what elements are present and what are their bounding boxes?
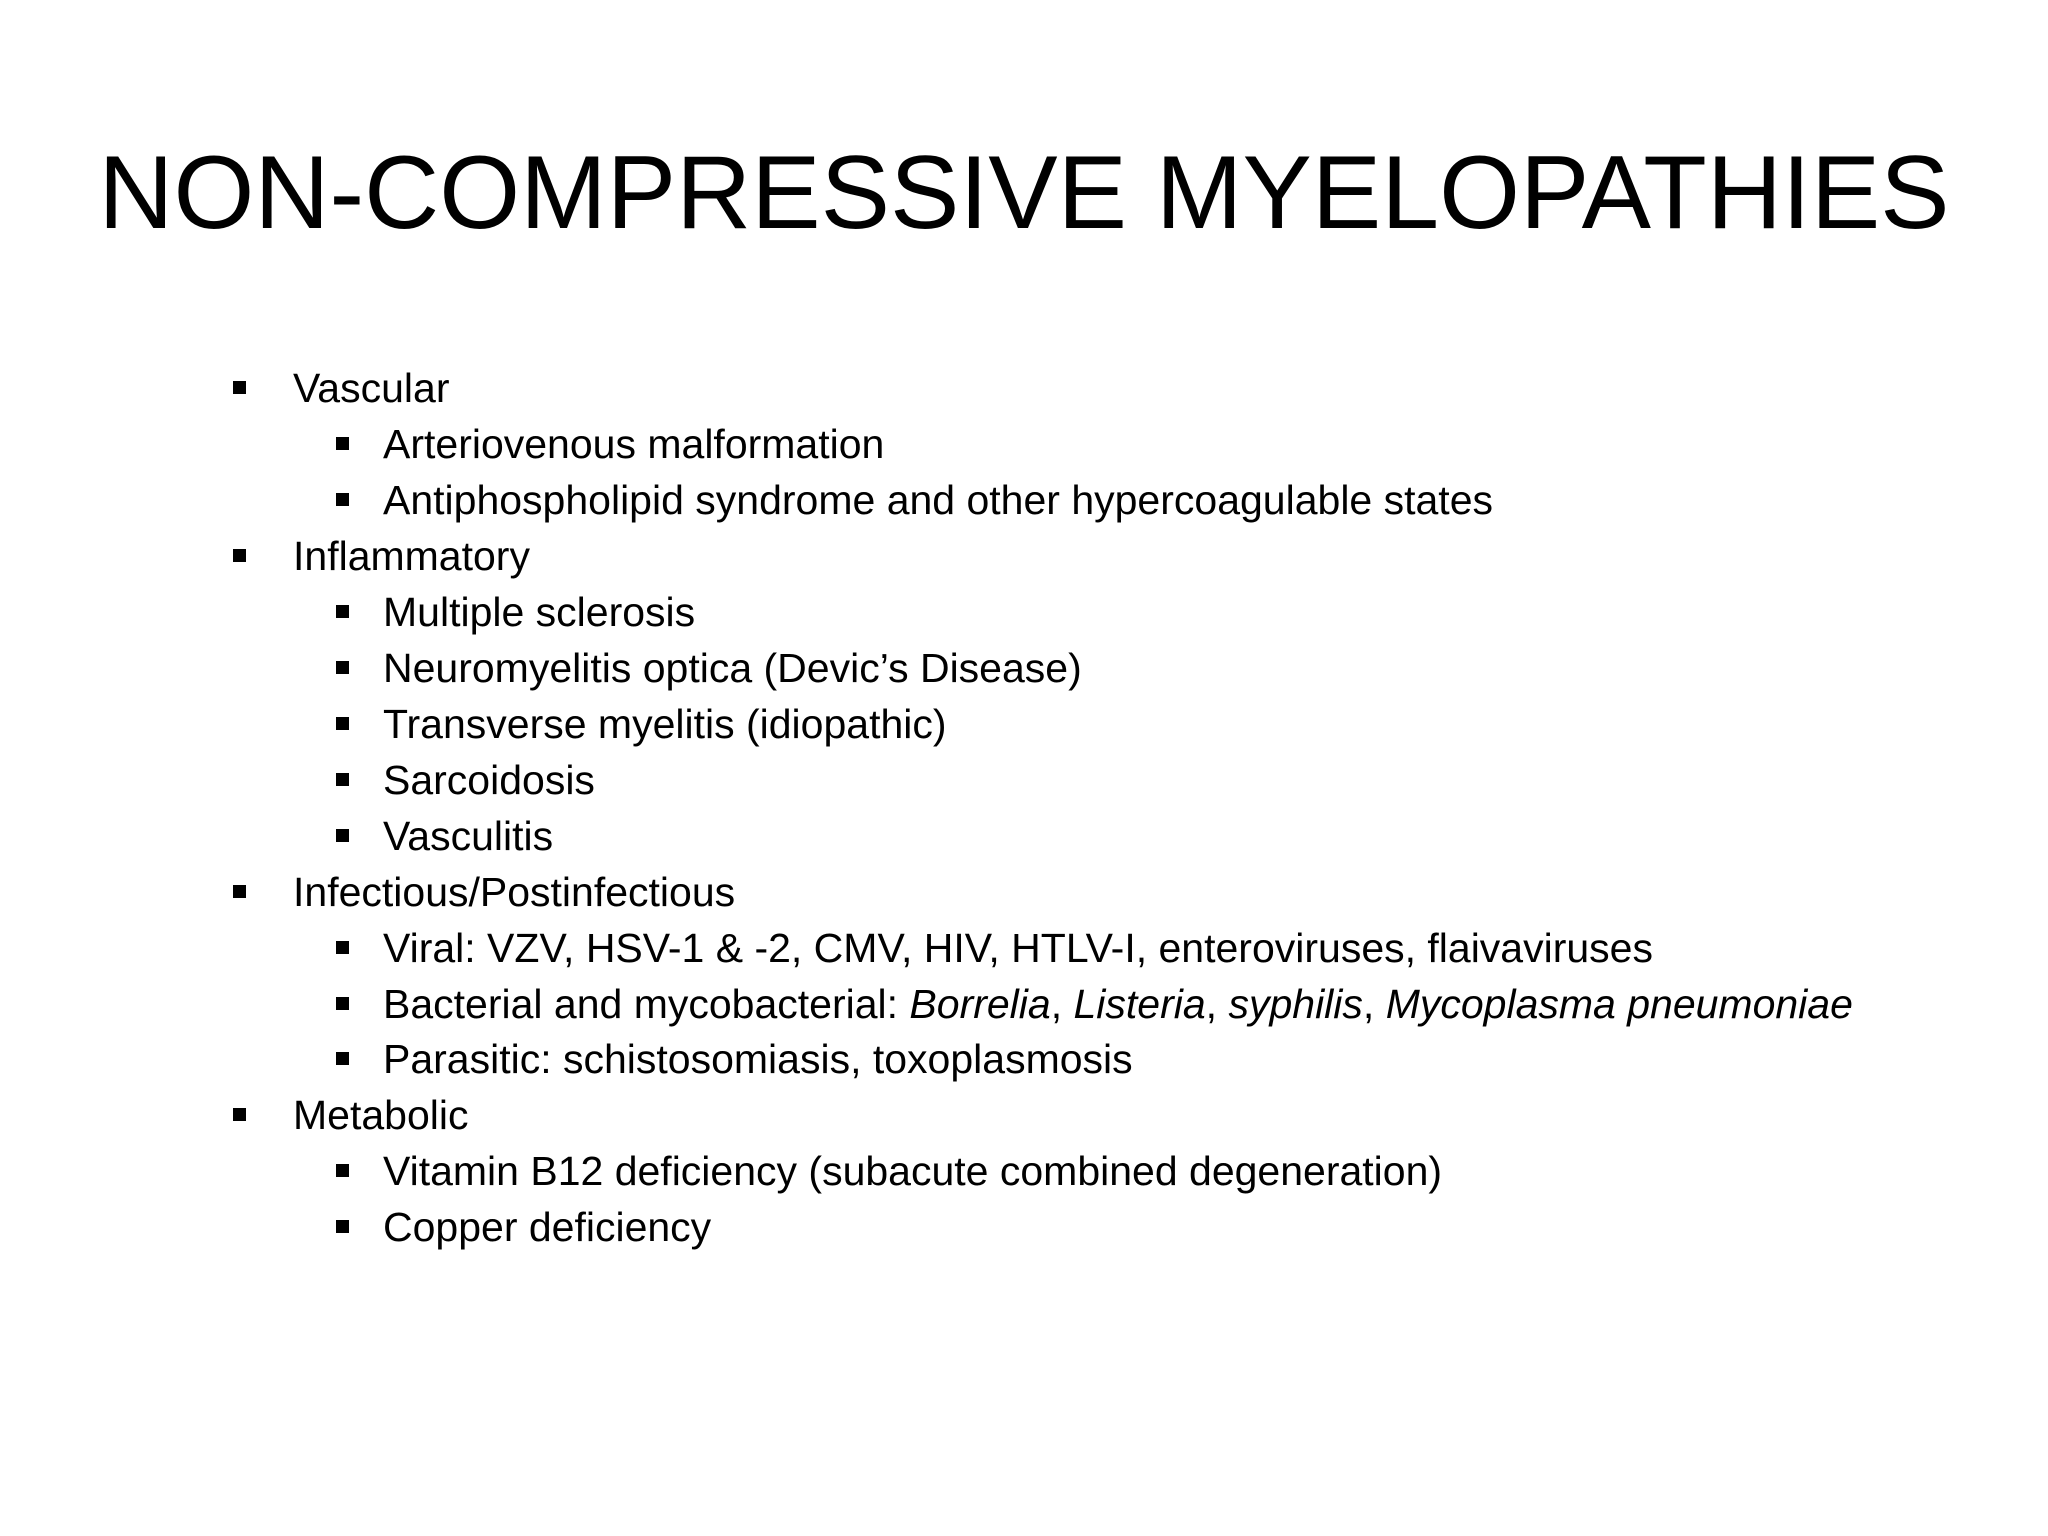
list-item	[228, 920, 1828, 976]
list-item	[228, 640, 1828, 696]
item-text: Multiple sclerosis	[383, 589, 696, 635]
bullet-list	[228, 360, 1853, 1255]
item-text: Neuromyelitis optica (Devic’s Disease)	[383, 645, 1082, 691]
square-bullet-icon	[336, 605, 349, 618]
list-item	[228, 808, 1828, 864]
item-text: Vitamin B12 deficiency (subacute combined degeneration)	[383, 1148, 1443, 1194]
list-item	[228, 752, 1828, 808]
separator: ,	[1205, 981, 1229, 1027]
separator: ,	[1362, 981, 1386, 1027]
category-metabolic	[228, 1087, 1828, 1143]
square-bullet-icon	[336, 661, 349, 674]
organism-borrelia: Borrelia	[909, 981, 1051, 1027]
square-bullet-icon	[336, 773, 349, 786]
square-bullet-icon	[336, 997, 349, 1010]
list-item	[228, 472, 1828, 528]
organism-mycoplasma: Mycoplasma pneumoniae	[1385, 981, 1853, 1027]
square-bullet-icon	[336, 829, 349, 842]
item-text: Parasitic: schistosomiasis, toxoplasmosis	[383, 1036, 1133, 1082]
square-bullet-icon	[336, 1220, 349, 1233]
square-bullet-icon	[336, 1052, 349, 1065]
square-bullet-icon	[336, 941, 349, 954]
square-bullet-icon	[233, 381, 246, 394]
list-item	[228, 1143, 1828, 1199]
category-infectious	[228, 864, 1828, 920]
category-label: Metabolic	[293, 1092, 469, 1138]
list-item	[228, 1199, 1828, 1255]
square-bullet-icon	[233, 885, 246, 898]
category-inflammatory	[228, 528, 1828, 584]
category-label: Vascular	[293, 365, 450, 411]
square-bullet-icon	[336, 717, 349, 730]
item-text: Viral: VZV, HSV-1 & -2, CMV, HIV, HTLV-I, enteroviruses, flaivaviruses	[383, 925, 1653, 971]
organism-syphilis: syphilis	[1228, 981, 1363, 1027]
list-item-bacterial	[228, 976, 2043, 1031]
category-vascular	[228, 360, 1828, 416]
item-text: Arteriovenous malformation	[383, 421, 885, 467]
list-item	[228, 1031, 1828, 1087]
item-text	[383, 976, 2043, 1025]
item-text: Vasculitis	[383, 813, 554, 859]
category-label: Infectious/Postinfectious	[293, 869, 736, 915]
item-text: Antiphospholipid syndrome and other hypercoagulable states	[383, 477, 1494, 523]
slide-title: NON-COMPRESSIVE MYELOPATHIES	[98, 135, 1950, 251]
square-bullet-icon	[336, 437, 349, 450]
list-item	[228, 584, 1828, 640]
item-prefix: Bacterial and mycobacterial:	[383, 981, 910, 1027]
organism-listeria: Listeria	[1073, 981, 1206, 1027]
list-item	[228, 416, 1828, 472]
list-item	[228, 696, 1828, 752]
separator: ,	[1050, 981, 1074, 1027]
square-bullet-icon	[336, 1164, 349, 1177]
item-text: Transverse myelitis (idiopathic)	[383, 701, 947, 747]
category-label: Inflammatory	[293, 533, 530, 579]
square-bullet-icon	[336, 493, 349, 506]
item-text: Copper deficiency	[383, 1204, 712, 1250]
square-bullet-icon	[233, 1108, 246, 1121]
item-text: Sarcoidosis	[383, 757, 595, 803]
square-bullet-icon	[233, 549, 246, 562]
